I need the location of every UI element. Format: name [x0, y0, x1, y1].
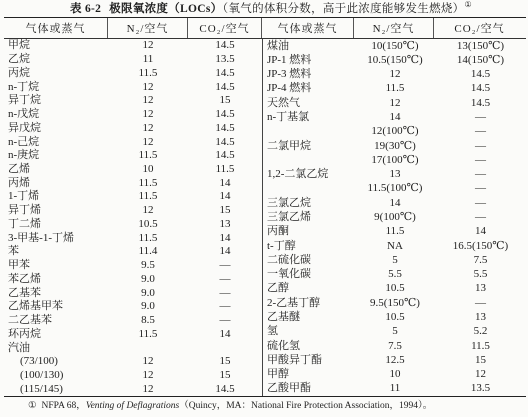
- n2-air-value: 12.5: [385, 353, 405, 366]
- n2-air-value: 9(100℃): [374, 211, 416, 224]
- co2-air-value: 13: [475, 282, 486, 295]
- co2-air-value: —: [475, 296, 486, 309]
- table-title-note: （氧气的体积分数，高于此浓度能够发生燃烧）: [222, 3, 465, 15]
- table-row: [263, 253, 526, 267]
- co2-air-value: —: [475, 139, 486, 152]
- co2-air-value: 11.5: [215, 162, 235, 175]
- table-row: [4, 108, 262, 122]
- co2-air-value: 5.2: [473, 325, 488, 338]
- substance-name: (100/130): [20, 368, 64, 381]
- substance-name: 二氯甲烷: [267, 139, 311, 152]
- n2-air-value: 8.5: [141, 314, 155, 327]
- table-row: [4, 259, 262, 273]
- table-row: [4, 327, 262, 341]
- n2-air-value: 12: [142, 80, 154, 93]
- co2-air-value: 12: [475, 368, 486, 381]
- n2-air-value: 10.5: [138, 217, 158, 230]
- substance-name: 苯: [8, 245, 19, 258]
- co2-air-value: 13(150℃): [456, 39, 505, 52]
- substance-name: 汽油: [8, 341, 30, 354]
- table-row: [263, 225, 526, 239]
- header-co2-left: CO₂/空气: [188, 18, 262, 38]
- table-row: [263, 339, 526, 353]
- n2-air-value: 10.5: [385, 282, 405, 295]
- table-row: [263, 310, 526, 324]
- footnote-source-suffix: （Quincy，MA：National Fire Protection Association，1994）。: [179, 401, 433, 411]
- co2-air-value: 5.5: [473, 268, 488, 281]
- co2-air-value: 14.5: [215, 80, 235, 93]
- co2-air-value: 14.5: [215, 121, 235, 134]
- n2-air-value: 12: [389, 96, 401, 109]
- n2-air-value: 11.5(100℃): [367, 182, 423, 195]
- loc-table: [4, 17, 526, 397]
- substance-name: 三氯乙烯: [267, 211, 311, 224]
- table-row: [263, 210, 526, 224]
- table-row: [263, 282, 526, 296]
- table-row: [4, 66, 262, 80]
- table-row: [263, 268, 526, 282]
- n2-air-value: 10: [389, 368, 401, 381]
- substance-name: 异丁烯: [8, 204, 41, 217]
- substance-name: 丙烯: [8, 176, 30, 189]
- substance-name: 乙醇: [267, 282, 289, 295]
- co2-air-value: 15: [475, 353, 486, 366]
- co2-air-value: 14: [219, 176, 231, 189]
- table-row-continuation: [263, 125, 526, 139]
- co2-air-value: —: [219, 300, 231, 313]
- substance-name: 乙基醚: [267, 310, 300, 323]
- footnote: [28, 400, 432, 413]
- table-caption: [70, 2, 472, 16]
- table-row-grade: [4, 382, 262, 396]
- n2-air-value: 11: [389, 382, 401, 395]
- n2-air-value: 11: [142, 53, 154, 66]
- table-row: [4, 39, 262, 53]
- co2-air-value: 15: [219, 355, 231, 368]
- table-row: [4, 190, 262, 204]
- table-row: [263, 168, 526, 182]
- footnote-source-prefix: NFPA 68，: [41, 401, 86, 411]
- table-row-grade: [4, 355, 262, 369]
- substance-name: 1-丁烯: [8, 190, 40, 203]
- substance-name: JP-1 燃料: [267, 53, 312, 66]
- co2-air-value: 14.5: [215, 382, 235, 395]
- co2-air-value: 14.5: [215, 39, 235, 52]
- substance-name: n-庚烷: [8, 149, 40, 162]
- n2-air-value: 14: [389, 111, 401, 124]
- substance-name: n-丁基氯: [267, 111, 310, 124]
- n2-air-value: 11.5: [138, 176, 158, 189]
- table-row: [4, 314, 262, 328]
- substance-name: 甲酸异丁酯: [267, 353, 322, 366]
- substance-name: 甲醇: [267, 368, 289, 381]
- co2-air-value: —: [475, 211, 486, 224]
- table-body: [4, 39, 526, 396]
- co2-air-value: —: [475, 153, 486, 166]
- substance-name: 苯乙烯: [8, 272, 41, 285]
- table-left-half: [4, 39, 262, 396]
- substance-name: 环丙烷: [8, 327, 41, 340]
- table-right-half: [262, 39, 526, 396]
- n2-air-value: 12: [142, 135, 154, 148]
- footnote-source-title: Venting of Deflagrations: [85, 401, 180, 411]
- n2-air-value: 5: [392, 253, 398, 266]
- table-row-continuation: [263, 182, 526, 196]
- n2-air-value: 11.5: [138, 149, 158, 162]
- co2-air-value: 14: [219, 190, 231, 203]
- co2-air-value: —: [475, 182, 486, 195]
- n2-air-value: 11.5: [385, 82, 405, 95]
- table-row: [4, 231, 262, 245]
- co2-air-value: —: [219, 259, 231, 272]
- header-substance-right: 气体或蒸气: [262, 18, 354, 38]
- n2-air-value: 12: [142, 204, 154, 217]
- n2-air-value: 5.5: [388, 268, 402, 281]
- co2-air-value: 14: [219, 327, 231, 340]
- table-row: [4, 163, 262, 177]
- co2-air-value: 14: [219, 245, 231, 258]
- substance-name: (73/100): [20, 355, 58, 368]
- n2-air-value: 19(30℃): [374, 139, 416, 152]
- co2-air-value: —: [475, 125, 486, 138]
- table-row: [4, 300, 262, 314]
- co2-air-value: 14.5: [215, 108, 235, 121]
- n2-air-value: 13: [389, 168, 401, 181]
- n2-air-value: 10.5: [385, 310, 405, 323]
- co2-air-value: 14.5: [215, 149, 235, 162]
- title-footnote-mark: ①: [464, 0, 472, 10]
- n2-air-value: 12(100℃): [371, 125, 419, 138]
- n2-air-value: 12: [142, 382, 154, 395]
- table-row: [263, 367, 526, 381]
- substance-name: 天然气: [267, 96, 300, 109]
- n2-air-value: 11.4: [138, 245, 158, 258]
- table-row: [4, 135, 262, 149]
- n2-air-value: 9.0: [141, 286, 155, 299]
- table-number: 表 6-2: [70, 3, 102, 15]
- co2-air-value: 13.5: [215, 53, 235, 66]
- co2-air-value: —: [219, 314, 231, 327]
- substance-name: JP-4 燃料: [267, 82, 312, 95]
- n2-air-value: 12: [142, 108, 154, 121]
- table-row: [4, 149, 262, 163]
- table-row: [263, 39, 526, 53]
- co2-air-value: 13.5: [470, 382, 491, 395]
- substance-name: n-己烷: [8, 135, 40, 148]
- n2-air-value: 7.5: [388, 339, 402, 352]
- co2-air-value: 7.5: [473, 253, 488, 266]
- substance-name: 乙基苯: [8, 286, 41, 299]
- co2-air-value: 14.5: [470, 82, 491, 95]
- substance-name: 三氯乙烷: [267, 196, 311, 209]
- substance-name: 异丁烷: [8, 94, 41, 107]
- n2-air-value: 14: [389, 196, 401, 209]
- n2-air-value: 12: [142, 39, 154, 52]
- co2-air-value: 14.5: [215, 135, 235, 148]
- table-row: [263, 96, 526, 110]
- table-row: [263, 239, 526, 253]
- co2-air-value: 14(150℃): [456, 53, 505, 66]
- n2-air-value: 10: [142, 162, 154, 175]
- table-row: [263, 196, 526, 210]
- table-row: [263, 353, 526, 367]
- co2-air-value: 13: [219, 217, 231, 230]
- n2-air-value: 9.0: [141, 300, 155, 313]
- table-row: [4, 204, 262, 218]
- substance-name: 丙酮: [267, 225, 289, 238]
- substance-name: 丙烷: [8, 66, 30, 79]
- header-n2-left: N₂/空气: [108, 18, 188, 38]
- table-row: [263, 82, 526, 96]
- table-row-grade: [4, 369, 262, 383]
- table-row-continuation: [263, 153, 526, 167]
- substance-name: 乙酸甲酯: [267, 382, 311, 395]
- substance-name: 一氧化碳: [267, 268, 311, 281]
- n2-air-value: 5: [392, 325, 398, 338]
- co2-air-value: 15: [219, 94, 231, 107]
- substance-name: 甲烷: [8, 39, 30, 52]
- substance-name: 二硫化碳: [267, 253, 311, 266]
- co2-air-value: 11.5: [471, 339, 490, 352]
- substance-name: 二乙基苯: [8, 314, 52, 327]
- substance-name: t-丁醇: [267, 239, 296, 252]
- substance-name: 1,2-二氯乙烷: [267, 168, 329, 181]
- substance-name: 氢: [267, 325, 278, 338]
- substance-name: 乙烷: [8, 53, 30, 66]
- co2-air-value: —: [219, 286, 231, 299]
- co2-air-value: 14: [219, 231, 231, 244]
- table-row: [4, 341, 262, 355]
- co2-air-value: —: [475, 111, 486, 124]
- substance-name: n-丁烷: [8, 80, 40, 93]
- table-title: 极限氧浓度（LOCs）: [109, 3, 223, 15]
- table-row: [4, 176, 262, 190]
- substance-name: 甲苯: [8, 259, 30, 272]
- n2-air-value: 10(150℃): [371, 39, 419, 52]
- table-header-row: [4, 18, 526, 39]
- n2-air-value: 11.5: [138, 231, 158, 244]
- footnote-marker: ①: [28, 401, 37, 411]
- co2-air-value: 15: [219, 204, 231, 217]
- table-row: [4, 121, 262, 135]
- header-substance-left: 气体或蒸气: [4, 18, 108, 38]
- table-row: [4, 286, 262, 300]
- co2-air-value: 14.5: [470, 96, 491, 109]
- co2-air-value: 13: [475, 310, 486, 323]
- substance-name: 丁二烯: [8, 217, 41, 230]
- n2-air-value: 10.5(150℃): [367, 53, 423, 66]
- table-row: [263, 53, 526, 67]
- table-row: [4, 272, 262, 286]
- co2-air-value: 14.5: [215, 66, 235, 79]
- n2-air-value: 12: [142, 121, 154, 134]
- n2-air-value: 9.5: [141, 259, 155, 272]
- table-row: [4, 218, 262, 232]
- substance-name: 硫化氢: [267, 339, 300, 352]
- substance-name: JP-3 燃料: [267, 68, 312, 81]
- table-row: [4, 53, 262, 67]
- n2-air-value: 11.5: [138, 66, 158, 79]
- substance-name: 乙烯: [8, 162, 30, 175]
- co2-air-value: 15: [219, 368, 231, 381]
- substance-name: 2-乙基丁醇: [267, 296, 321, 309]
- n2-air-value: 12: [389, 68, 401, 81]
- co2-air-value: 14: [475, 225, 486, 238]
- table-row: [4, 80, 262, 94]
- substance-name: (115/145): [20, 382, 63, 395]
- table-row: [4, 94, 262, 108]
- table-row: [263, 296, 526, 310]
- n2-air-value: 12: [142, 368, 154, 381]
- table-row: [263, 68, 526, 82]
- co2-air-value: 14.5: [470, 68, 491, 81]
- table-row: [263, 382, 526, 396]
- table-row: [263, 110, 526, 124]
- n2-air-value: 12: [142, 94, 154, 107]
- table-row: [263, 139, 526, 153]
- header-co2-right: CO₂/空气: [454, 23, 505, 35]
- substance-name: 煤油: [267, 39, 289, 52]
- n2-air-value: 9.0: [141, 272, 155, 285]
- substance-name: n-戊烷: [8, 108, 40, 121]
- header-n2-right: N₂/空气: [354, 18, 434, 38]
- n2-air-value: 11.5: [138, 190, 158, 203]
- co2-air-value: —: [475, 196, 486, 209]
- co2-air-value: —: [219, 272, 231, 285]
- n2-air-value: 17(100℃): [371, 153, 419, 166]
- substance-name: 异戊烷: [8, 121, 41, 134]
- co2-air-value: 16.5(150℃): [452, 239, 509, 252]
- table-row: [4, 245, 262, 259]
- n2-air-value: 9.5(150℃): [370, 296, 420, 309]
- n2-air-value: 11.5: [138, 327, 158, 340]
- table-row: [263, 325, 526, 339]
- substance-name: 3-甲基-1-丁烯: [8, 231, 74, 244]
- n2-air-value: NA: [387, 239, 403, 252]
- n2-air-value: 12: [142, 355, 154, 368]
- n2-air-value: 11.5: [385, 225, 405, 238]
- substance-name: 乙烯基甲苯: [8, 300, 63, 313]
- co2-air-value: —: [475, 168, 486, 181]
